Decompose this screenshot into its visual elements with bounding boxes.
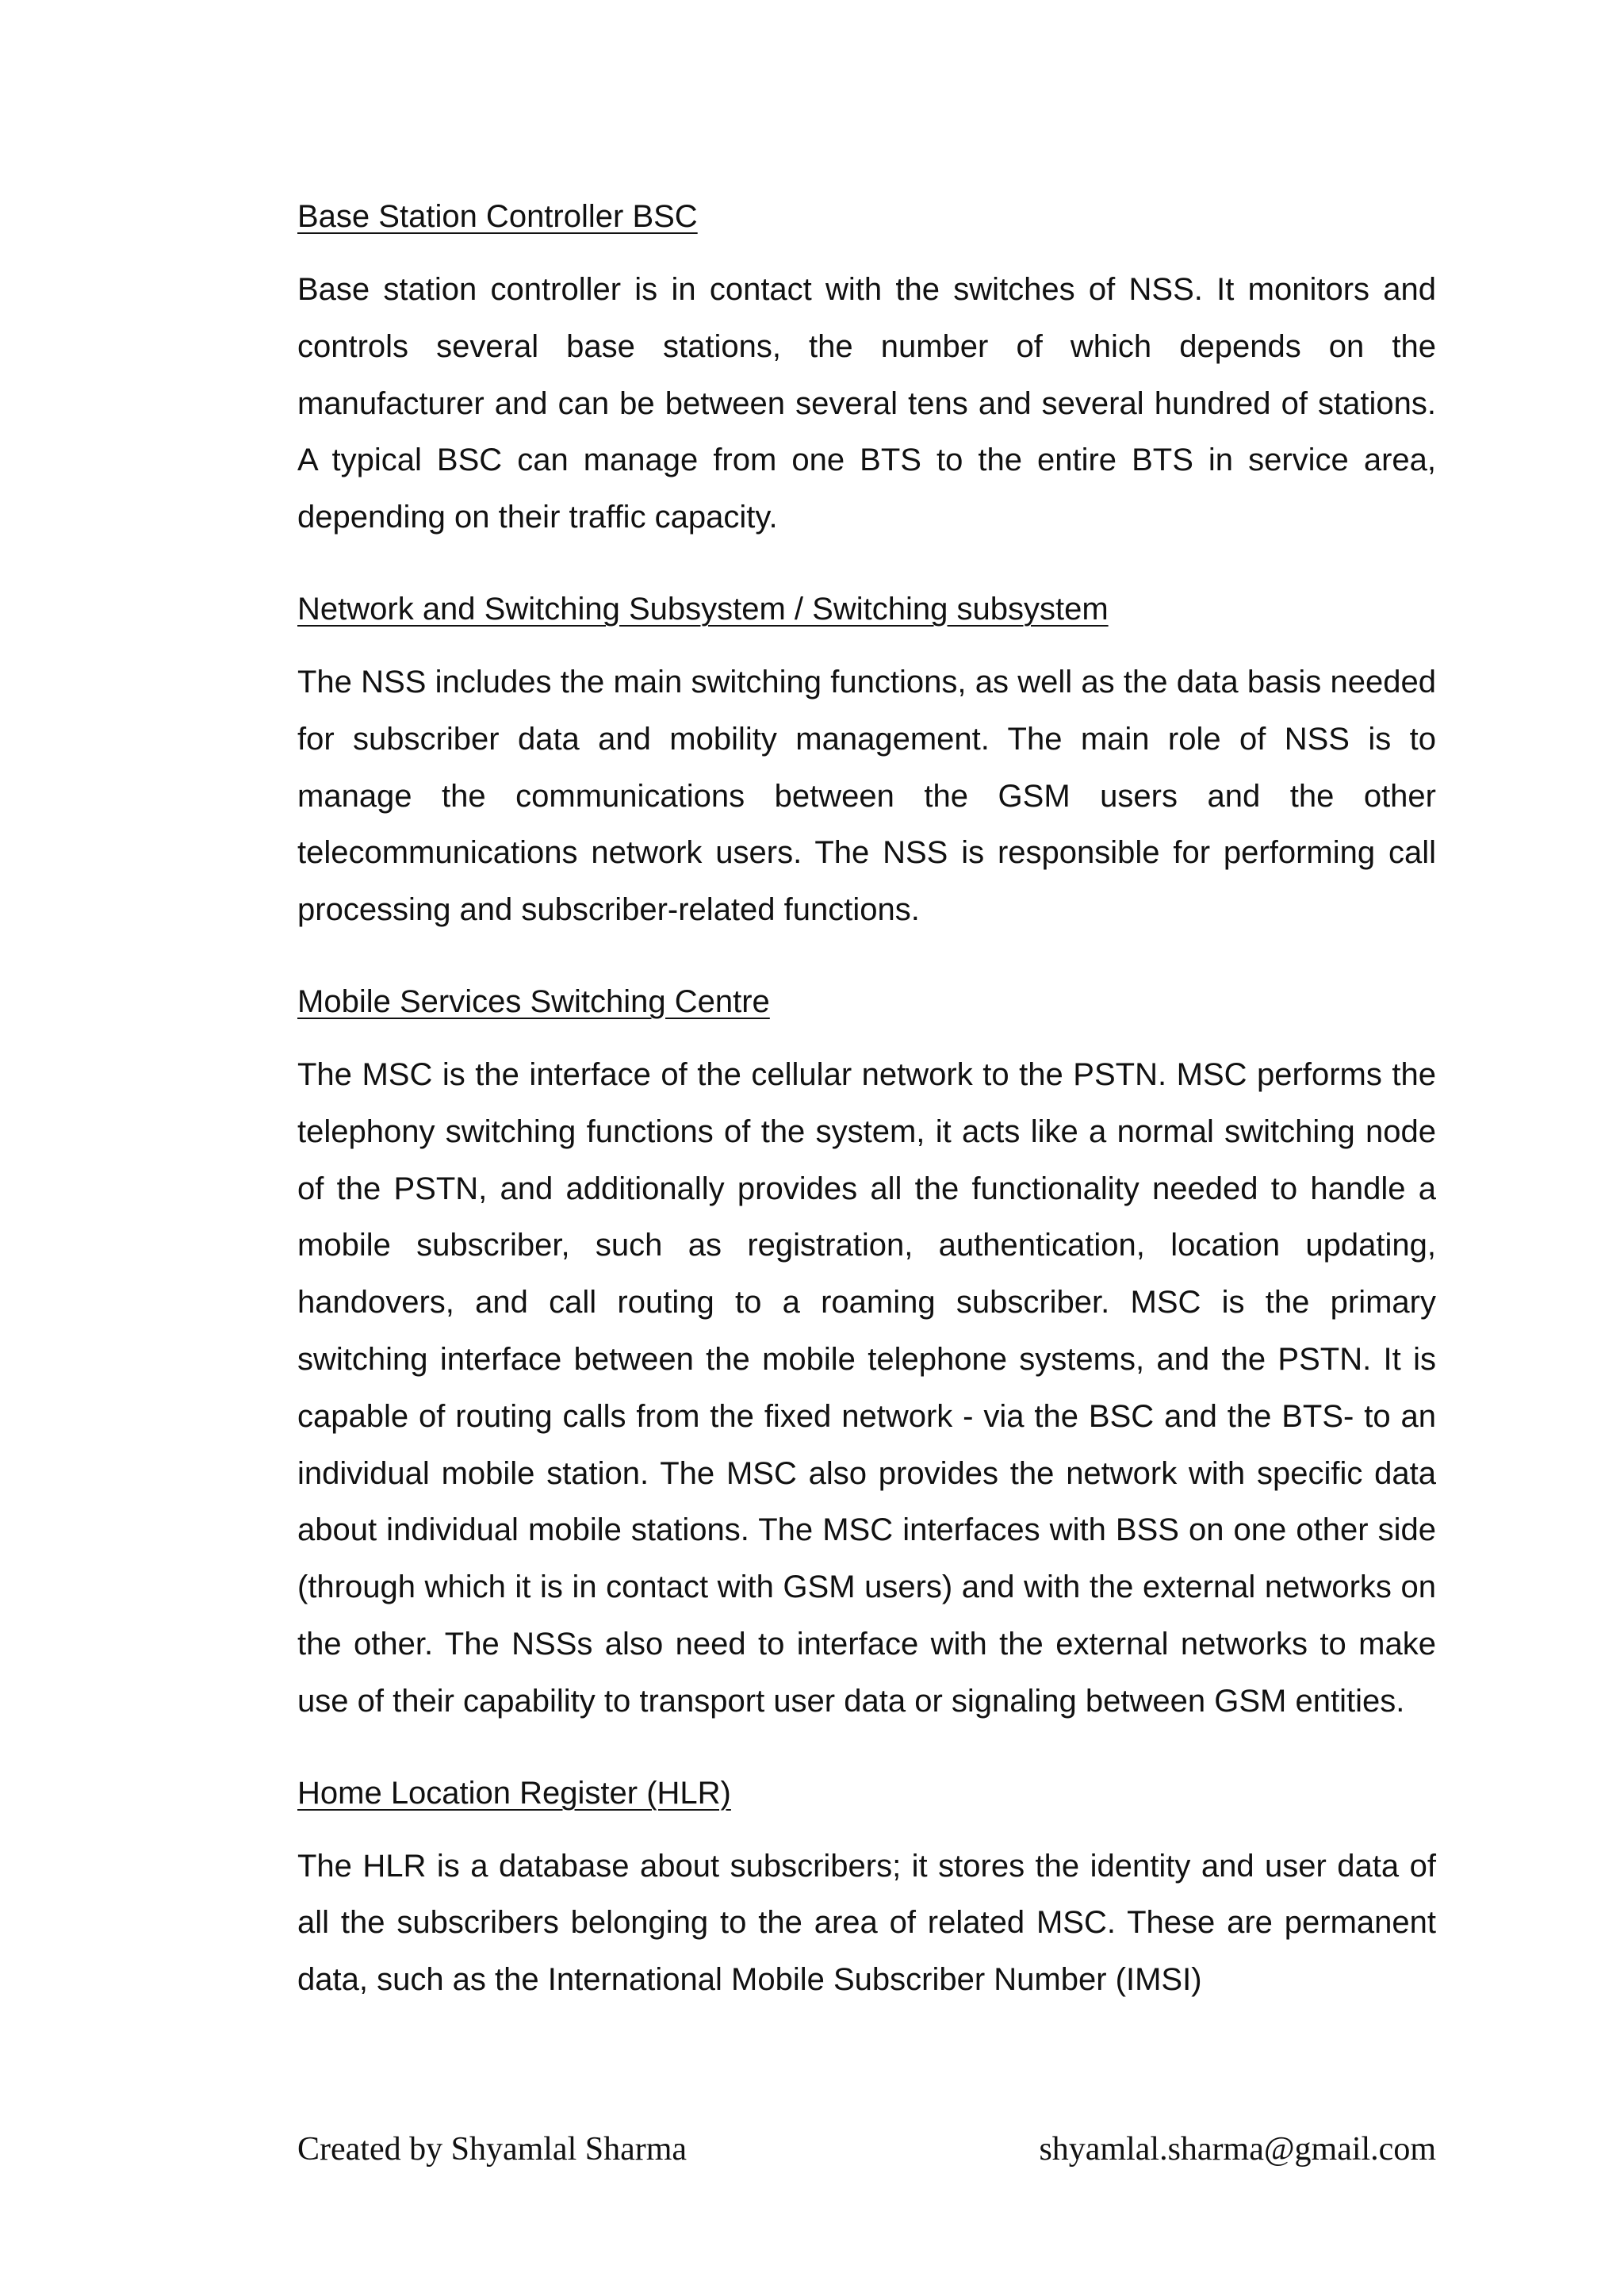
footer-email: shyamlal.sharma@gmail.com [1039, 2131, 1436, 2168]
section-paragraph-hlr: The HLR is a database about subscribers; it stores the identity and user data of all the subscribers belonging to the area of related MSC. These are permanent data, such as the International Mobile Subscriber Number (IMSI) [297, 1848, 1436, 1998]
footer-author: Created by Shyamlal Sharma [297, 2131, 688, 2168]
section-paragraph-msc: The MSC is the interface of the cellular network to the PSTN. MSC performs the telephony switching functions of the system, it acts like a normal switching node of the PSTN, and additionally provides all the functionality needed to handle a mobile subscriber, such as registration, authentication, location updating, handovers, and call routing to a roaming subscriber. MSC is the primary switching interface between the mobile telephone systems, and the PSTN. It is capable of routing calls from the fixed network - via the BSC and the BTS- to an individual mobile station. The MSC also provides the network with specific data about individual mobile stations. The MSC interfaces with BSS on one other side (through which it is in contact with GSM users) and with the external networks on the other. The NSSs also need to interface with the external networks to make use of their capability to transport user data or signaling between GSM entities. [297, 1056, 1436, 1719]
page-footer [297, 2130, 1436, 2178]
section-heading-msc: Mobile Services Switching Centre [297, 983, 770, 1019]
document-body [297, 192, 1436, 2009]
section-paragraph-bsc: Base station controller is in contact with the switches of NSS. It monitors and controls several base stations, the number of which depends on the manufacturer and can be between several tens and several hundred of stations. A typical BSC can manage from one BTS to the entire BTS in service area, depending on their traffic capacity. [297, 272, 1436, 535]
section-heading-nss: Network and Switching Subsystem / Switching subsystem [297, 591, 1109, 627]
section-heading-hlr: Home Location Register (HLR) [297, 1775, 731, 1811]
section-paragraph-nss: The NSS includes the main switching functions, as well as the data basis needed for subscriber data and mobility management. The main role of NSS is to manage the communications between the GSM users and the other telecommunications network users. The NSS is responsible for performing call processing and subscriber-related functions. [297, 664, 1436, 928]
section-heading-bsc: Base Station Controller BSC [297, 199, 698, 234]
